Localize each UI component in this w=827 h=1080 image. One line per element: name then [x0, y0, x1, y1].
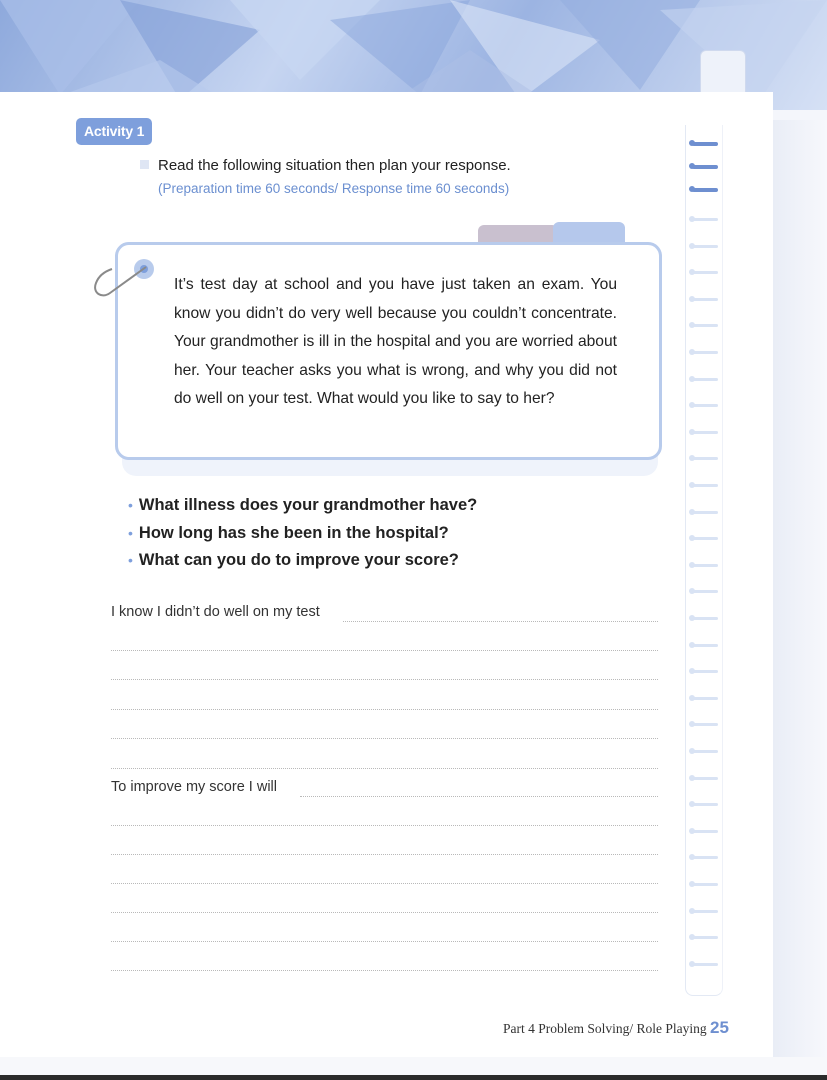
ring-icon — [692, 644, 718, 647]
question-text: What illness does your grandmother have? — [138, 496, 478, 514]
question-text: How long has she been in the hospital? — [138, 523, 449, 542]
ring-icon — [692, 617, 718, 620]
ring-icon — [692, 883, 718, 886]
ring-icon — [692, 378, 718, 381]
writing-line[interactable] — [111, 768, 658, 769]
ring-icon — [692, 750, 718, 753]
writing-line[interactable] — [343, 621, 658, 622]
activity-badge: Activity 1 — [76, 118, 152, 145]
bullet-icon: • — [128, 497, 133, 513]
writing-line[interactable] — [111, 738, 658, 739]
ring-icon — [692, 830, 718, 833]
ring-icon — [692, 803, 718, 806]
ring-icon — [692, 670, 718, 673]
writing-line[interactable] — [111, 941, 658, 942]
writing-line[interactable] — [111, 825, 658, 826]
ring-icon — [692, 324, 718, 327]
ring-icon — [692, 697, 718, 700]
scan-edge — [0, 1075, 827, 1080]
question-item — [128, 494, 477, 522]
question-item — [128, 522, 477, 550]
writing-prompt-2: To improve my score I will — [111, 779, 277, 795]
situation-card — [115, 242, 662, 460]
ring-icon — [692, 723, 718, 726]
question-text: What can you do to improve your score? — [138, 551, 459, 569]
writing-line[interactable] — [111, 883, 658, 884]
writing-line[interactable] — [111, 970, 658, 971]
question-list — [128, 494, 477, 577]
ring-icon — [692, 856, 718, 859]
writing-line[interactable] — [300, 796, 658, 797]
ring-icon — [692, 245, 718, 248]
writing-line[interactable] — [111, 679, 658, 680]
ring-icon — [692, 165, 718, 169]
ring-icon — [692, 457, 718, 460]
ring-icon — [692, 142, 718, 146]
instruction-text: Read the following situation then plan your response. — [158, 157, 511, 174]
bullet-icon: • — [128, 552, 133, 568]
ring-icon — [692, 271, 718, 274]
ring-icon — [692, 431, 718, 434]
ring-icon — [692, 298, 718, 301]
footer-section-title: Part 4 Problem Solving/ Role Playing — [503, 1021, 707, 1036]
writing-prompt-1: I know I didn’t do well on my test — [111, 604, 320, 620]
situation-text: It’s test day at school and you have just taken an exam. You know you didn’t do very well because you couldn’t concentrate. Your grandmother is ill in the hospital and you are worried about her. Your teacher asks you what is wrong, and why you did not do well on your test. What would you like to say to her? — [174, 276, 617, 407]
timing-text: (Preparation time 60 seconds/ Response time 60 seconds) — [158, 181, 510, 196]
question-item — [128, 549, 477, 577]
ring-icon — [692, 963, 718, 966]
ring-icon — [692, 936, 718, 939]
ring-icon — [692, 564, 718, 567]
ring-icon — [692, 537, 718, 540]
writing-line[interactable] — [111, 854, 658, 855]
instruction-bullet — [140, 160, 149, 169]
ring-icon — [692, 351, 718, 354]
ring-icon — [692, 910, 718, 913]
ring-icon — [692, 590, 718, 593]
ring-icon — [692, 511, 718, 514]
ring-icon — [692, 188, 718, 192]
ring-icon — [692, 484, 718, 487]
writing-line[interactable] — [111, 650, 658, 651]
writing-line[interactable] — [111, 709, 658, 710]
ring-icon — [692, 404, 718, 407]
page-number: 25 — [710, 1018, 729, 1037]
ring-icon — [692, 777, 718, 780]
notebook-strip — [685, 125, 723, 996]
ring-icon — [692, 218, 718, 221]
bullet-icon: • — [128, 524, 133, 541]
page-edge — [773, 120, 827, 1060]
writing-line[interactable] — [111, 912, 658, 913]
paperclip-icon — [90, 255, 160, 305]
